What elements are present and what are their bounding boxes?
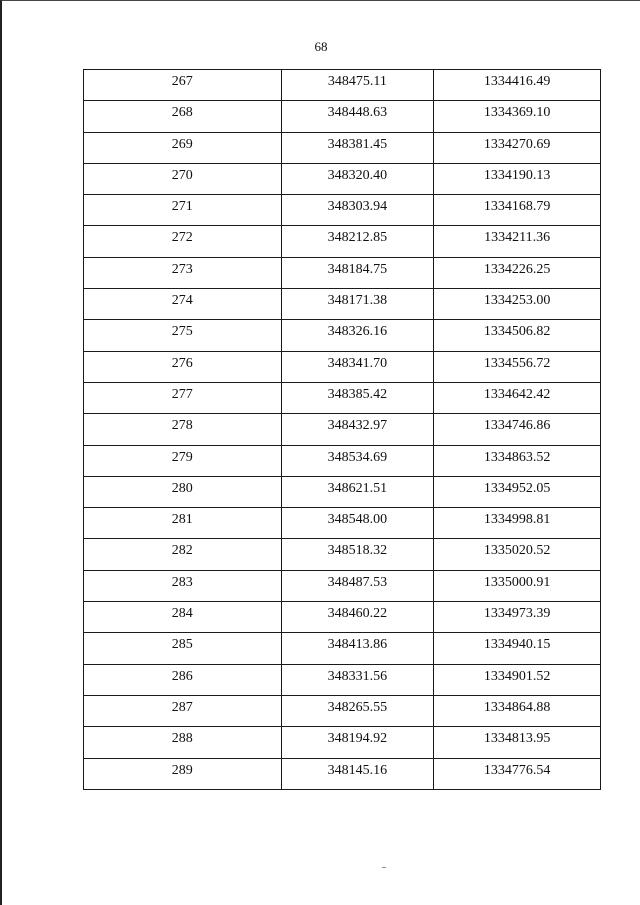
cell-text: 278 [171,418,193,434]
point-number-cell [84,758,282,789]
cell-text: 348331.56 [327,668,388,684]
point-number-cell [84,70,282,101]
cell-text: 348303.94 [327,199,388,215]
table-row [84,758,601,789]
cell-text: 348475.11 [327,74,387,89]
y-coordinate-cell [434,163,601,194]
x-coordinate-cell [281,101,434,132]
x-coordinate-cell [281,508,434,539]
y-coordinate-cell [434,320,601,351]
cell-text: 270 [171,167,193,183]
y-coordinate-cell [434,633,601,664]
point-number-cell [84,476,282,507]
point-number-cell [84,163,282,194]
cell-text: 348413.86 [327,637,388,653]
cell-text: 282 [171,543,193,559]
table-row [84,226,601,257]
cell-text: 269 [171,136,193,152]
cell-text: 348326.16 [327,324,388,340]
cell-text: 1334998.81 [483,512,551,528]
cell-text: 267 [171,74,193,89]
y-coordinate-cell [434,195,601,226]
cell-text: 277 [171,386,193,402]
cell-text: 348518.32 [327,543,388,559]
cell-text: 1334973.39 [483,606,551,622]
table-row [84,695,601,726]
cell-text: 348487.53 [327,574,388,590]
point-number-cell [84,101,282,132]
cell-text: 1334190.13 [483,167,551,183]
point-number-cell [84,414,282,445]
y-coordinate-cell [434,476,601,507]
cell-text: 348265.55 [327,699,388,715]
cell-text: 348341.70 [327,355,388,371]
cell-text: 1334416.49 [483,74,551,89]
coordinates-table-body [84,70,601,790]
y-coordinate-cell [434,727,601,758]
x-coordinate-cell [281,226,434,257]
y-coordinate-cell [434,101,601,132]
cell-text: 348548.00 [327,512,388,528]
cell-text: 272 [171,230,193,246]
table-row [84,664,601,695]
table-row [84,257,601,288]
cell-text: 1334168.79 [483,199,551,215]
cell-text: 287 [171,699,193,715]
cell-text: 1334253.00 [483,293,551,309]
cell-text: 1334369.10 [483,105,551,121]
y-coordinate-cell [434,414,601,445]
x-coordinate-cell [281,414,434,445]
y-coordinate-cell [434,382,601,413]
point-number-cell [84,570,282,601]
cell-text: 268 [171,105,193,121]
x-coordinate-cell [281,664,434,695]
point-number-cell [84,195,282,226]
y-coordinate-cell [434,257,601,288]
cell-text: 348184.75 [327,261,388,277]
point-number-cell [84,727,282,758]
point-number-cell [84,257,282,288]
table-row [84,539,601,570]
point-number-cell [84,351,282,382]
table-row [84,351,601,382]
x-coordinate-cell [281,758,434,789]
cell-text: 1334746.86 [483,418,551,434]
cell-text: 285 [171,637,193,653]
cell-text: 348534.69 [327,449,388,465]
cell-text: 1334642.42 [483,386,551,402]
cell-text: 348385.42 [327,386,388,402]
cell-text: 348320.40 [327,167,388,183]
y-coordinate-cell [434,695,601,726]
cell-text: 1334776.54 [483,762,551,778]
x-coordinate-cell [281,727,434,758]
cell-text: 1334952.05 [483,480,551,496]
point-number-cell [84,320,282,351]
table-row [84,382,601,413]
cell-text: 348432.97 [327,418,388,434]
cell-text: 1334556.72 [483,355,551,371]
table-row [84,476,601,507]
coordinates-table [83,69,601,790]
point-number-cell [84,226,282,257]
cell-text: 279 [171,449,193,465]
cell-text: 283 [171,574,193,590]
cell-text: 281 [171,512,193,528]
cell-text: 1334901.52 [483,668,551,684]
y-coordinate-cell [434,351,601,382]
x-coordinate-cell [281,633,434,664]
x-coordinate-cell [281,257,434,288]
cell-text: 348448.63 [327,105,388,121]
point-number-cell [84,633,282,664]
point-number-cell [84,602,282,633]
cell-text: 348381.45 [327,136,388,152]
x-coordinate-cell [281,695,434,726]
table-row [84,320,601,351]
point-number-cell [84,664,282,695]
cell-text: 288 [171,731,193,747]
x-coordinate-cell [281,382,434,413]
y-coordinate-cell [434,289,601,320]
x-coordinate-cell [281,570,434,601]
y-coordinate-cell [434,570,601,601]
cell-text: 286 [171,668,193,684]
cell-text: 284 [171,606,193,622]
table-row [84,70,601,101]
x-coordinate-cell [281,351,434,382]
y-coordinate-cell [434,132,601,163]
y-coordinate-cell [434,664,601,695]
table-row [84,163,601,194]
table-row [84,289,601,320]
point-number-cell [84,508,282,539]
table-row [84,195,601,226]
x-coordinate-cell [281,132,434,163]
scan-speck [382,867,386,868]
point-number-cell [84,382,282,413]
point-number-cell [84,289,282,320]
cell-text: 348621.51 [327,480,388,496]
point-number-cell [84,132,282,163]
table-row [84,414,601,445]
y-coordinate-cell [434,445,601,476]
table-row [84,445,601,476]
x-coordinate-cell [281,195,434,226]
cell-text: 1334813.95 [483,731,551,747]
y-coordinate-cell [434,226,601,257]
cell-text: 1334226.25 [483,261,551,277]
y-coordinate-cell [434,70,601,101]
x-coordinate-cell [281,70,434,101]
cell-text: 1334940.15 [483,637,551,653]
table-row [84,570,601,601]
cell-text: 348212.85 [327,230,388,246]
cell-text: 273 [171,261,193,277]
cell-text: 1335020.52 [483,543,551,559]
cell-text: 1334270.69 [483,136,551,152]
cell-text: 1334211.36 [484,230,551,246]
point-number-cell [84,695,282,726]
y-coordinate-cell [434,508,601,539]
cell-text: 1334864.88 [483,699,551,715]
y-coordinate-cell [434,758,601,789]
cell-text: 1334863.52 [483,449,551,465]
y-coordinate-cell [434,539,601,570]
x-coordinate-cell [281,476,434,507]
table-row [84,132,601,163]
cell-text: 1335000.91 [483,574,551,590]
x-coordinate-cell [281,445,434,476]
cell-text: 271 [171,199,193,215]
cell-text: 274 [171,293,193,309]
cell-text: 1334506.82 [483,324,551,340]
cell-text: 289 [171,762,193,778]
cell-text: 348171.38 [327,293,388,309]
cell-text: 276 [171,355,193,371]
y-coordinate-cell [434,602,601,633]
point-number-cell [84,539,282,570]
x-coordinate-cell [281,163,434,194]
table-row [84,508,601,539]
point-number-cell [84,445,282,476]
cell-text: 348194.92 [327,731,388,747]
x-coordinate-cell [281,602,434,633]
x-coordinate-cell [281,289,434,320]
table-row [84,101,601,132]
cell-text: 280 [171,480,193,496]
table-row [84,633,601,664]
page-number: 68 [314,39,328,54]
cell-text: 275 [171,324,193,340]
x-coordinate-cell [281,539,434,570]
table-row [84,602,601,633]
cell-text: 348145.16 [327,762,388,778]
x-coordinate-cell [281,320,434,351]
table-row [84,727,601,758]
cell-text: 348460.22 [327,606,388,622]
